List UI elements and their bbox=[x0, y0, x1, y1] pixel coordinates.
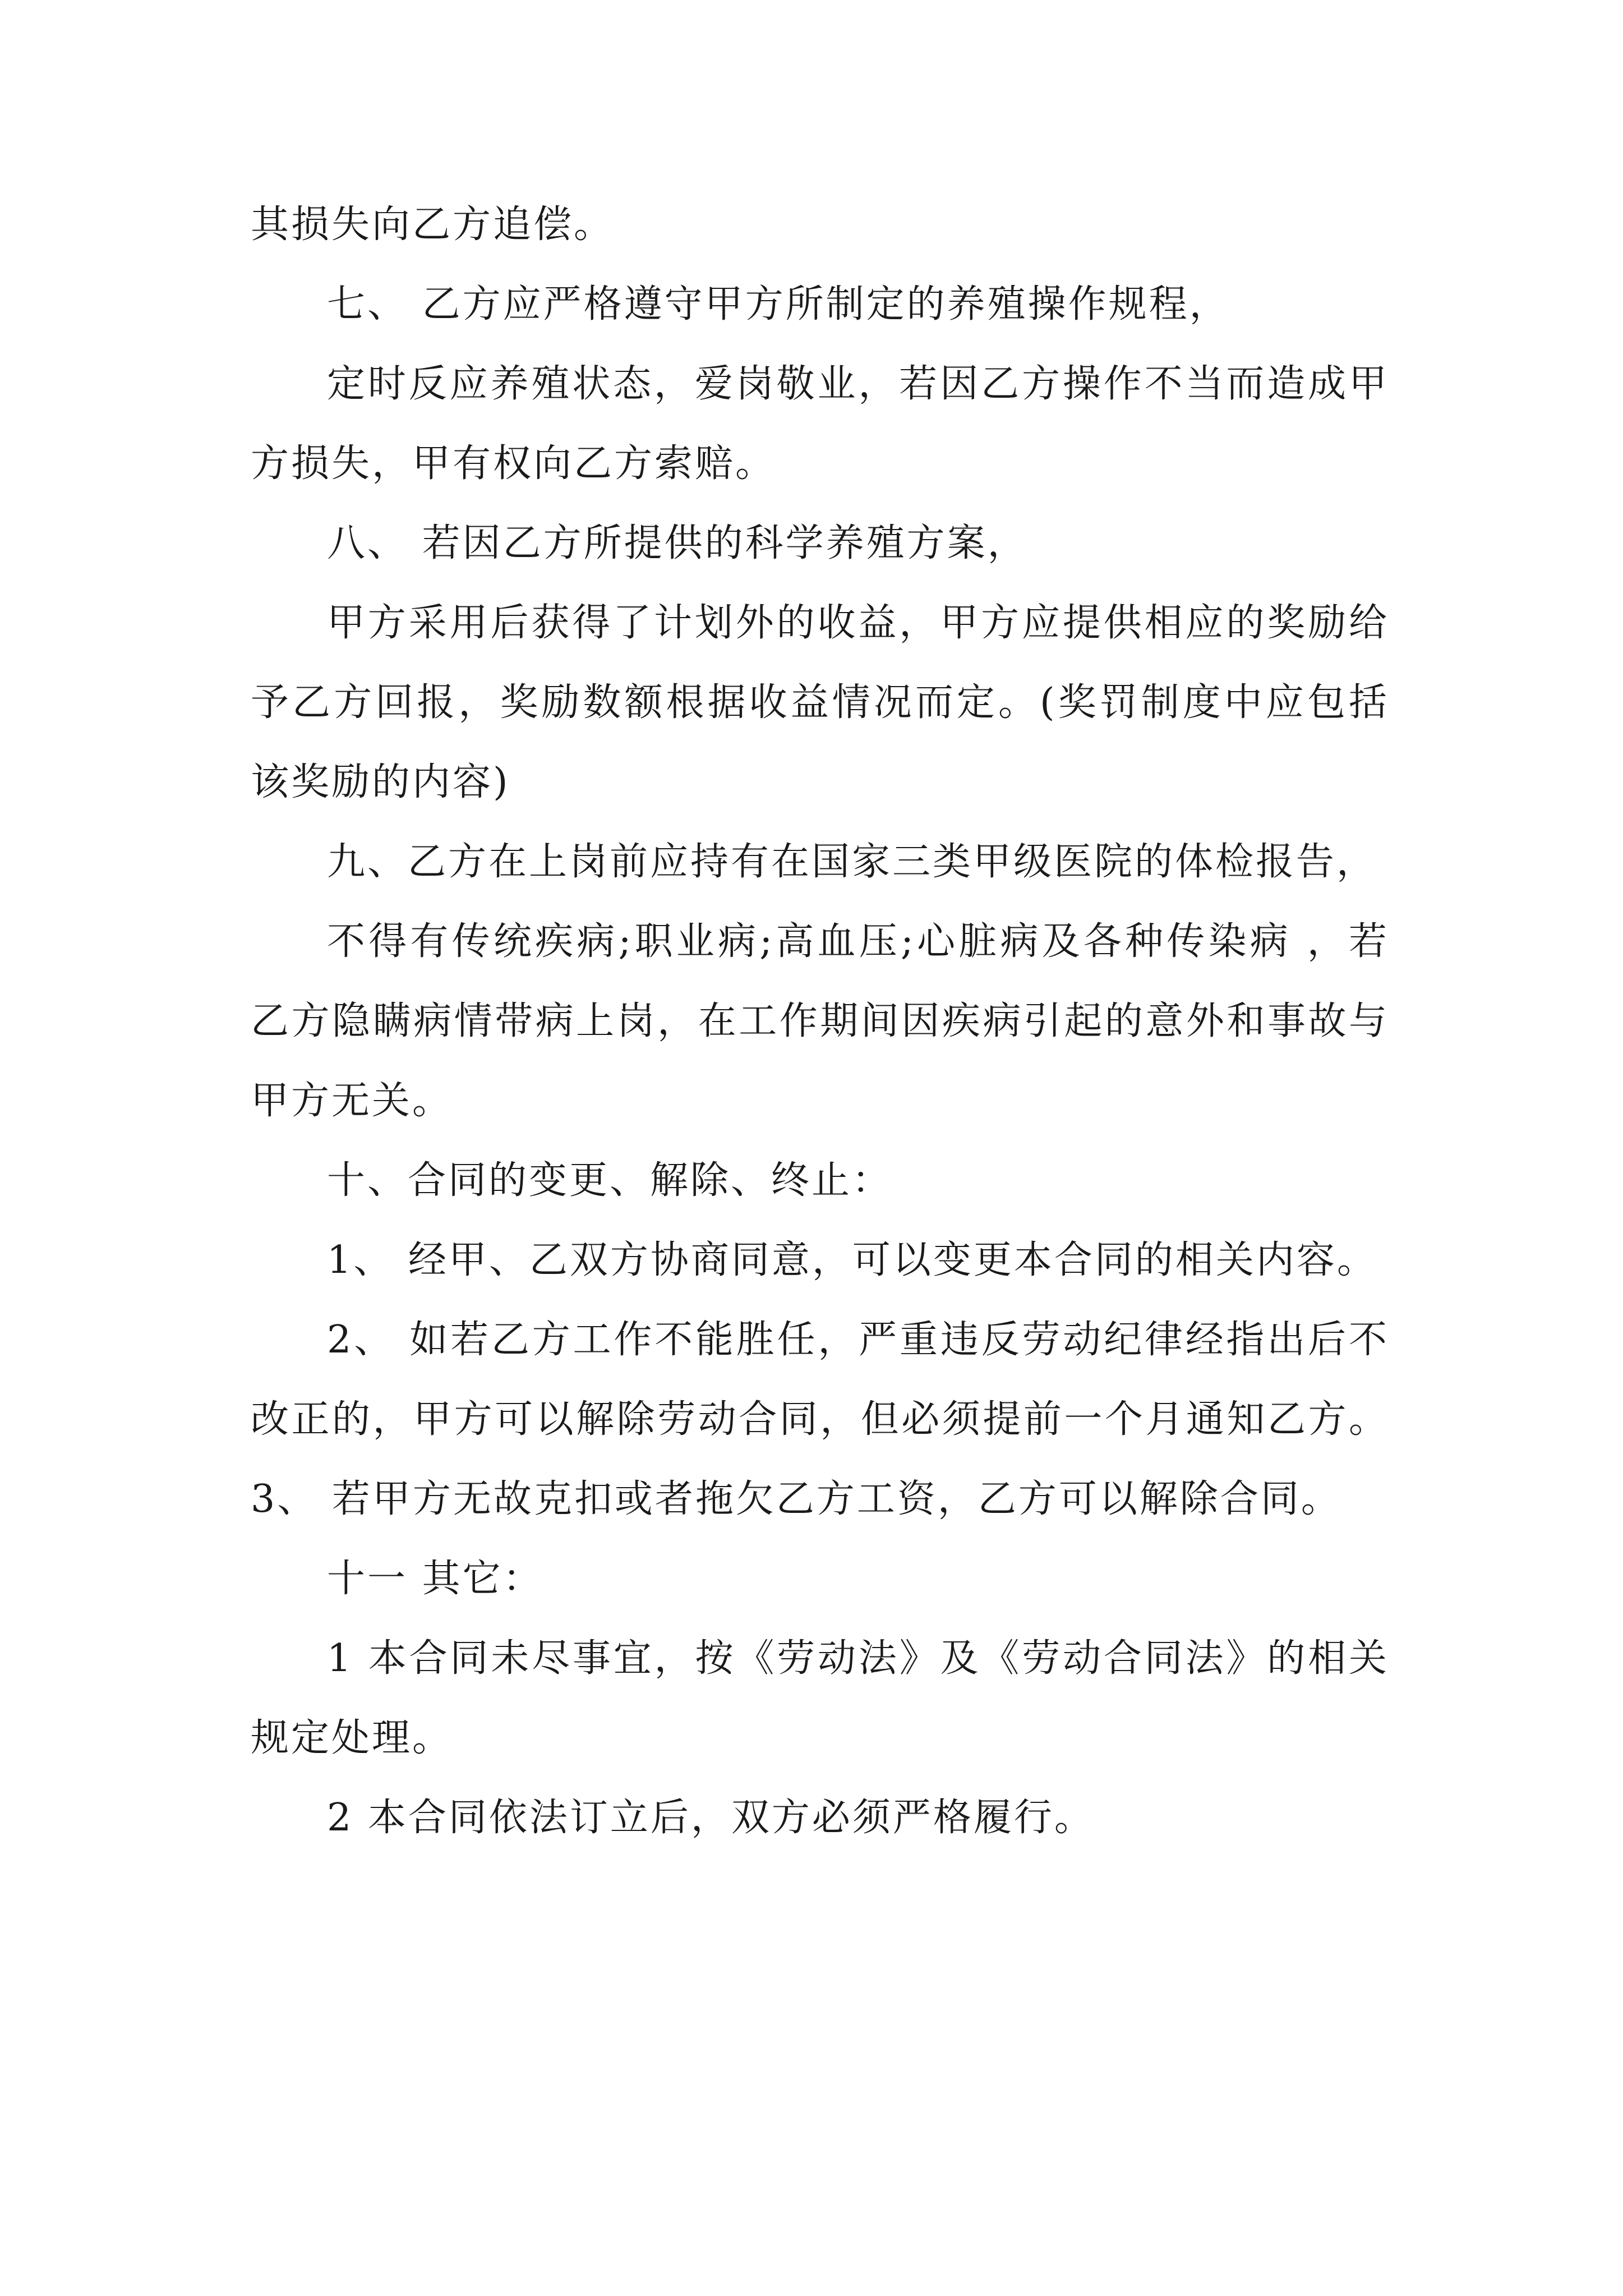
paragraph-clause-8: 八、 若因乙方所提供的科学养殖方案， bbox=[327, 521, 1028, 565]
paragraph-clause-9: 九、乙方在上岗前应持有在国家三类甲级医院的体检报告， bbox=[327, 840, 1377, 884]
paragraph-clause-11-item-2: 2 本合同依法订立后，双方必须严格履行。 bbox=[327, 1796, 1095, 1840]
paragraph-clause-7: 七、 乙方应严格遵守甲方所制定的养殖操作规程， bbox=[327, 282, 1230, 326]
paragraph-clause-10-item-2-3: 2、 如若乙方工作不能胜任，严重违反劳动纪律经指出后不改正的，甲方可以解除劳动合同，但必须提前一个月通知乙方。 3、 若甲方无故克扣或者拖欠乙方工资，乙方可以解除合同。 bbox=[251, 1318, 1389, 1521]
paragraph-clause-9-detail: 不得有传统疾病;职业病;高血压;心脏病及各种传染病 ，若乙方隐瞒病情带病上岗，在工作期间因疾病引起的意外和事故与甲方无关。 bbox=[251, 919, 1389, 1123]
paragraph-clause-11-item-1: 1 本合同未尽事宜，按《劳动法》及《劳动合同法》的相关规定处理。 bbox=[251, 1636, 1389, 1760]
paragraph-clause-10: 十、合同的变更、解除、终止： bbox=[327, 1158, 893, 1203]
paragraph-continuation: 其损失向乙方追偿。 bbox=[251, 203, 615, 247]
paragraph-clause-7-detail: 定时反应养殖状态，爱岗敬业，若因乙方操作不当而造成甲方损失，甲有权向乙方索赔。 bbox=[251, 362, 1389, 486]
contract-body bbox=[251, 185, 1389, 1858]
paragraph-clause-10-item-1: 1、 经甲、乙双方协商同意，可以变更本合同的相关内容。 bbox=[327, 1238, 1377, 1282]
paragraph-clause-11: 十一 其它： bbox=[327, 1557, 543, 1601]
paragraph-clause-8-detail: 甲方采用后获得了计划外的收益，甲方应提供相应的奖励给予乙方回报，奖励数额根据收益情况而定。(奖罚制度中应包括该奖励的内容) bbox=[251, 601, 1389, 804]
